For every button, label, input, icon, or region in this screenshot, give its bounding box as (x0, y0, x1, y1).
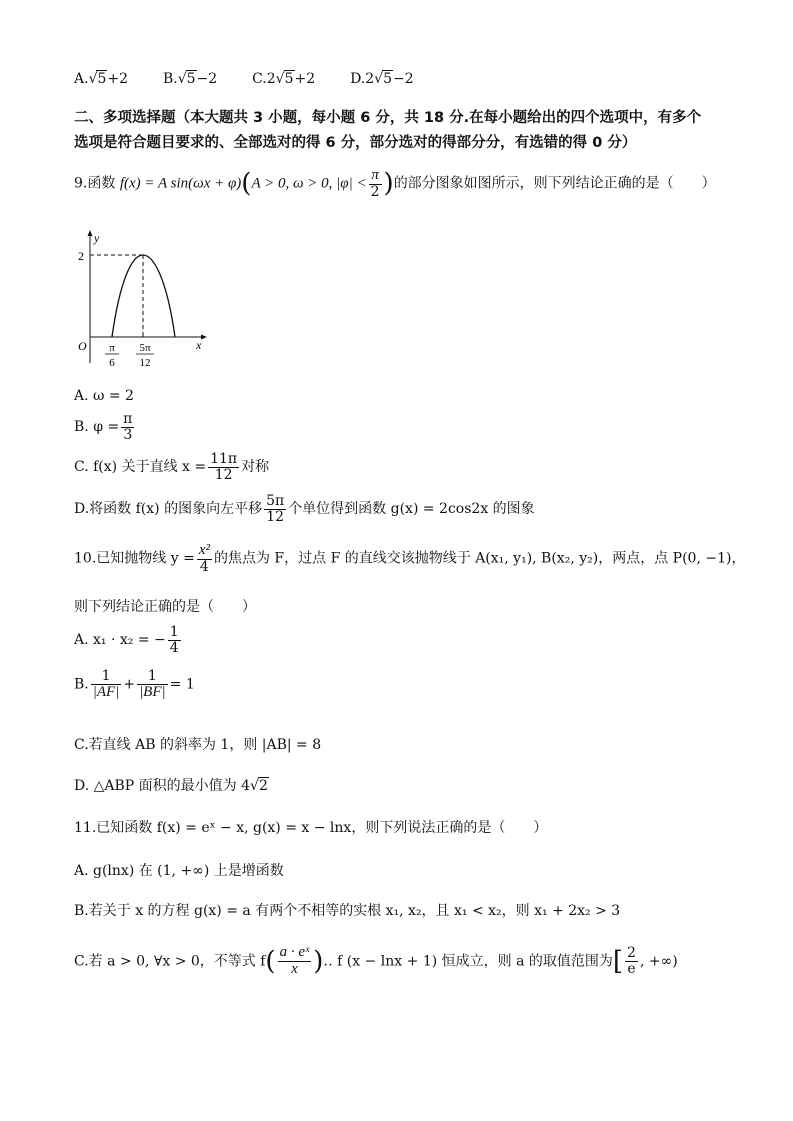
q11-option-a: A. g(lnx) 在 (1, +∞) 上是增函数 (74, 863, 284, 879)
y-axis-label: y (94, 231, 100, 245)
origin-label: O (78, 339, 87, 353)
q9-option-c: C. f(x) 关于直线 x = $\frac{11\pi}{12}$ 对称 (74, 451, 270, 483)
q10-option-a: A. x₁ · x₂ = − $\frac{1}{4}$ (74, 624, 179, 656)
q9-option-a: A. ω = 2 (74, 388, 134, 404)
q11-option-b: B.若关于 x 的方程 g(x) = a 有两个不相等的实根 x₁, x₂，且 x₁ < x₂，则 x₁ + 2x₂ > 3 (74, 903, 621, 919)
tick-5pi-12-num: 5π (139, 342, 151, 354)
q8-option-b: B.√5−2 (162, 71, 218, 87)
tick-pi-6-num: π (109, 342, 115, 354)
q9-stem: 9.函数 f(x) = A sin(ωx + φ)(A > 0, ω > 0, |φ| < $\frac{\pi}{2}$ )的部分图象如图所示，则下列结论正确的是（ ） (74, 167, 716, 200)
q11-option-c: C.若 a > 0, ∀x > 0，不等式 f( $\frac{\text{a · eˣ}}{x}$ )‥ f (x − lnx + 1) 恒成立，则 a 的取值范围为[ $\frac{2}{e}$ , +∞) (74, 944, 678, 977)
q10-stem: 10.已知抛物线 y = $\frac{\text{x²}}{4}$ 的焦点为 F，过点 F 的直线交该抛物线于 A(x₁, y₁), B(x₂, y₂)，两点，点 P(0, −1)， (74, 542, 746, 575)
q9-option-d: D.将函数 f(x) 的图象向左平移 $\frac{5\pi}{12}$ 个单位得到函数 g(x) = 2cos2x 的图象 (74, 493, 535, 525)
sine-curve (112, 255, 175, 337)
tick-5pi-12-den: 12 (139, 357, 151, 369)
q8-option-a: A.√5+2 (74, 71, 129, 87)
q10-option-d: D. △ABP 面积的最小值为 4√2 (74, 778, 268, 794)
q11-stem: 11.已知函数 f(x) = eˣ − x, g(x) = x − lnx，则下列说法正确的是（ ） (74, 820, 548, 836)
q9-function-graph (74, 225, 224, 370)
q10-option-b: B. $\frac{1}{|AF|}$ + $\frac{1}{|BF|}$ = 1 (74, 668, 195, 700)
q9-option-b: B. φ = $\frac{\pi}{3}$ (74, 411, 133, 443)
section-heading-line1: 二、多项选择题（本大题共 3 小题，每小题 6 分，共 18 分.在每小题给出的四个选项中，有多个 (74, 110, 702, 126)
q10-option-c: C.若直线 AB 的斜率为 1，则 |AB| = 8 (74, 737, 322, 753)
q8-option-d: D.2√5−2 (350, 71, 414, 87)
x-axis-label: x (196, 338, 202, 352)
ymax-label: 2 (78, 249, 84, 263)
q8-option-c: C.2√5+2 (252, 71, 316, 87)
q10-stem-line2: 则下列结论正确的是（ ） (74, 599, 256, 615)
section-heading-line2: 选项是符合题目要求的、全部选对的得 6 分，部分选对的得部分分，有选错的得 0 分） (74, 135, 637, 151)
q8-options (74, 70, 414, 87)
tick-pi-6-den: 6 (109, 357, 115, 369)
